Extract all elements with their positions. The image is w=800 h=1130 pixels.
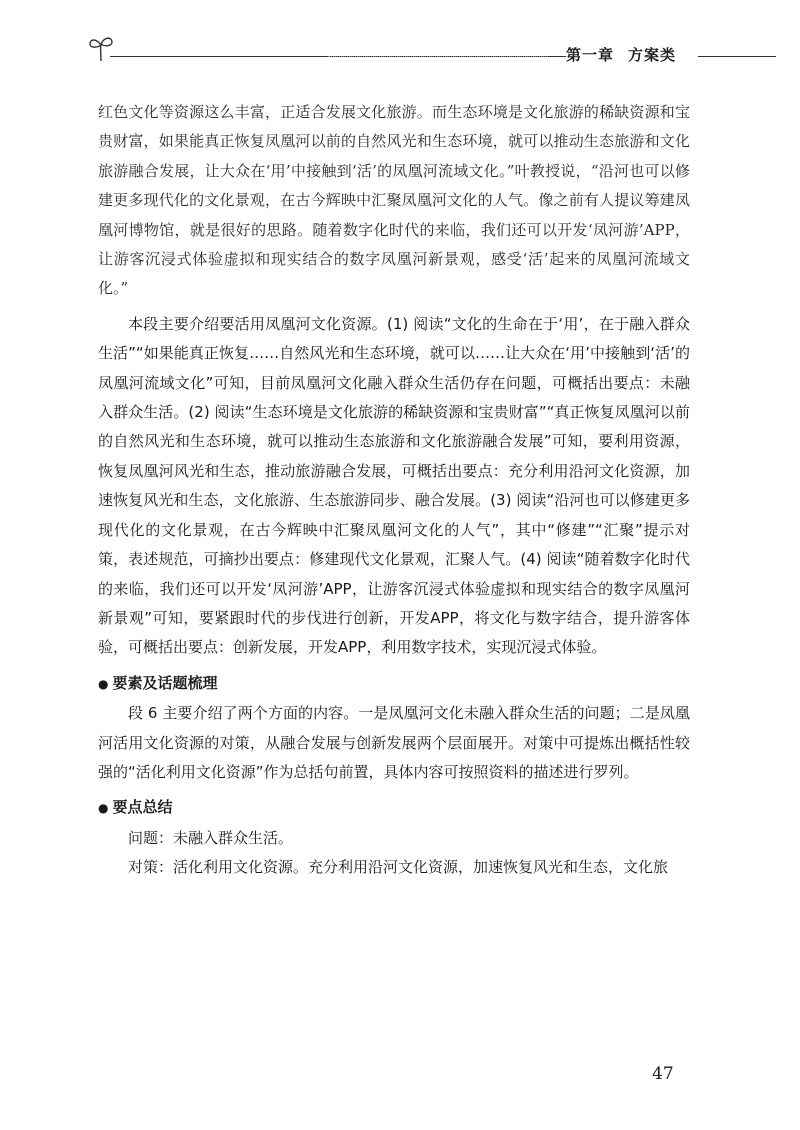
bullet-icon: ● — [98, 801, 109, 816]
sprout-icon — [88, 34, 114, 62]
problem-line: 问题：未融入群众生活。 — [128, 828, 294, 847]
section-heading-summary — [98, 793, 690, 823]
analysis-paragraph: 本段主要介绍要活用凤凰河文化资源。(1) 阅读“文化的生命在于‘用’，在于融入群众生活”“如果能真正恢复……自然风光和生态环境，就可以……让大众在‘用’中接触到‘活’的凤凰河流域文化”可知，目前凤凰河文化融入群众生活仍存在问题，可概括出要点：未融入群众生活。(2) 阅读“生态环境是文化旅游的稀缺资源和宝贵财富”“真正恢复凤凰河以前的自然风光和生态环境，就可以推动生态旅游和文化旅游融合发展”可知，要利用资源，恢复凤凰河风光和生态，推动旅游融合发展，可概括出要点：充分利用沿河文化资源，加速恢复风光和生态，文化旅游、生态旅游同步、融合发展。(3) 阅读“沿河也可以修建更多现代化的文化景观，在古今辉映中汇聚凤凰河文化的人气”，其中“修建”“汇聚”提示对策，表述规范，可摘抄出要点：修建现代文化景观，汇聚人气。(4) 阅读“随着数字化时代的来临，我们还可以开发‘凤河游’APP，让游客沉浸式体验虚拟和现实结合的数字凤凰河新景观”可知，要紧跟时代的步伐进行创新，开发APP，将文化与数字结合，提升游客体验，可概括出要点：创新发展，开发APP，利用数字技术，实现沉浸式体验。 — [98, 314, 690, 657]
section-heading-elements — [98, 669, 690, 699]
header-dotted-rule — [328, 56, 548, 57]
elements-paragraph: 段 6 主要介绍了两个方面的内容。一是凤凰河文化未融入群众生活的问题；二是凤凰河活用文化资源的对策，从融合发展与创新发展两个层面展开。对策中可提炼出概括性较强的“活化利用文化资源”作为总括句前置，具体内容可按照资料的描述进行罗列。 — [98, 704, 690, 781]
chapter-section: 方案类 — [628, 46, 677, 64]
countermeasure-line: 对策：活化利用文化资源。充分利用沿河文化资源，加速恢复风光和生态，文化旅 — [128, 858, 669, 877]
page-header — [88, 30, 776, 70]
chapter-title — [566, 44, 696, 65]
section-heading-text: 要点总结 — [112, 798, 173, 817]
header-rule-right — [698, 56, 776, 57]
material-quote: 红色文化等资源这么丰富，正适合发展文化旅游。而生态环境是文化旅游的稀缺资源和宝贵财富，如果能真正恢复凤凰河以前的自然风光和生态环境，就可以推动生态旅游和文化旅游融合发展，让大众在‘用’中接触到‘活’的凤凰河流域文化。”叶教授说，“沿河也可以修建更多现代化的文化景观，在古今辉映中汇聚凤凰河文化的人气。像之前有人提议筹建凤凰河博物馆，就是很好的思路。随着数字化时代的来临，我们还可以开发‘凤河游’APP，让游客沉浸式体验虚拟和现实结合的数字凤凰河新景观，感受‘活’起来的凤凰河流域文化。” — [98, 103, 690, 298]
page-number: 47 — [652, 1064, 674, 1084]
chapter-number: 第一章 — [566, 46, 615, 64]
page-body — [98, 98, 690, 883]
section-heading-text: 要素及话题梳理 — [112, 673, 218, 692]
bullet-icon: ● — [98, 676, 109, 691]
